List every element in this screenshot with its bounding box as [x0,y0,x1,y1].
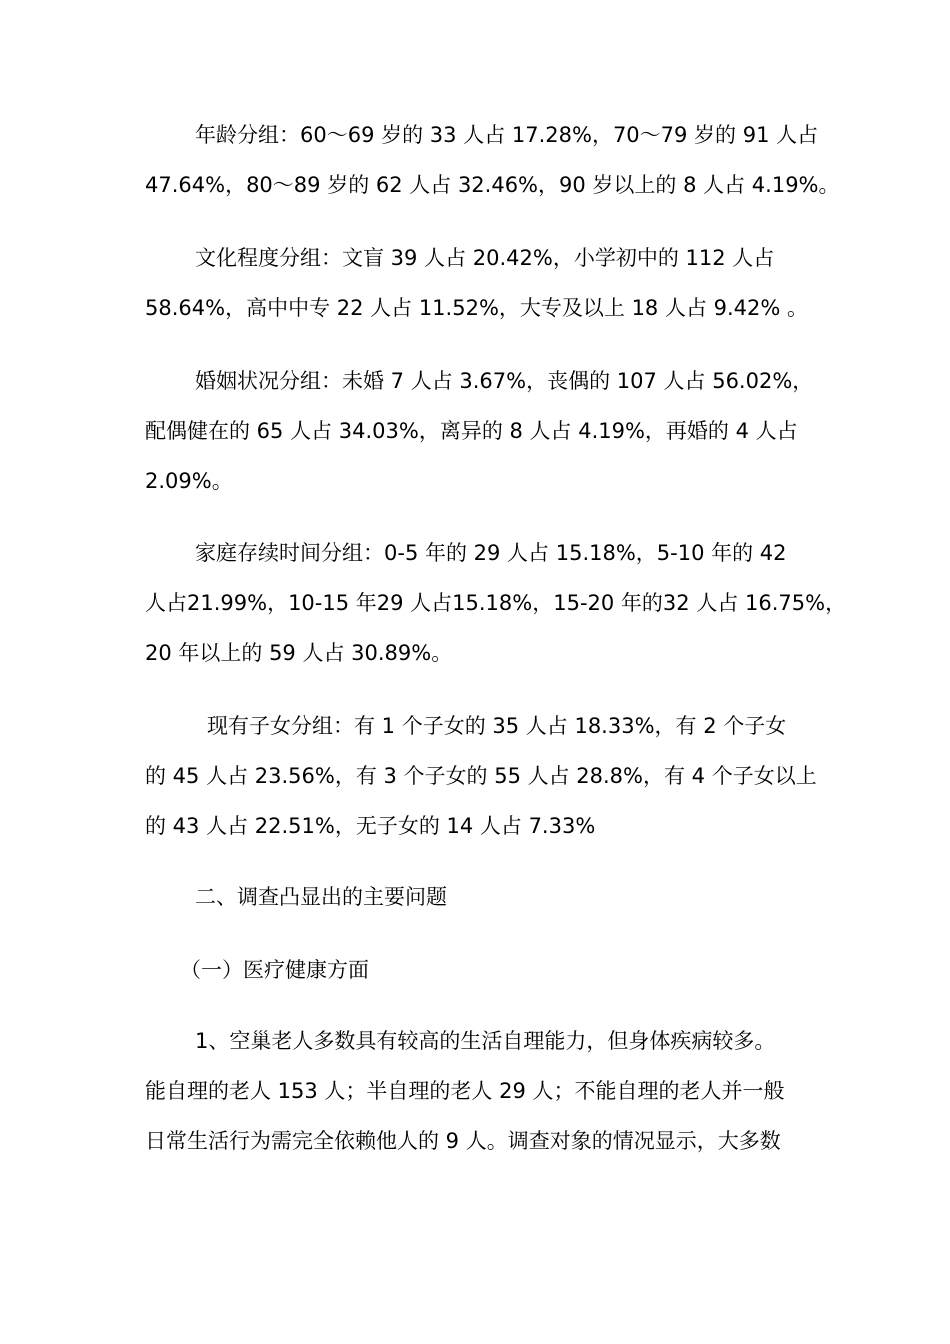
paragraph-age-line-2: 47.64%，80～89 岁的 62 人占 32.46%，90 岁以上的 8 人占 4.19%。 [145,173,840,197]
paragraph-children-line-1: 现有子女分组：有 1 个子女的 35 人占 18.33%，有 2 个子女 [207,714,787,738]
paragraph-family-duration-line-2: 人占21.99%，10-15 年29 人占15.18%，15-20 年的32 人占 16.75%， [145,591,847,615]
paragraph-age-line-1: 年龄分组：60～69 岁的 33 人占 17.28%，70～79 岁的 91 人占 [195,123,819,147]
paragraph-marriage-line-2: 配偶健在的 65 人占 34.03%，离异的 8 人占 4.19%，再婚的 4 人占 [145,419,798,443]
paragraph-children-line-2: 的 45 人占 23.56%，有 3 个子女的 55 人占 28.8%，有 4 个子女以上 [145,764,817,788]
subsection-heading-medical-health: （一）医疗健康方面 [180,958,369,982]
section-heading-main-problems: 二、调查凸显出的主要问题 [195,885,447,909]
paragraph-self-care-line-2: 能自理的老人 153 人；半自理的老人 29 人；不能自理的老人并一般 [145,1079,785,1103]
paragraph-self-care-line-1: 1、空巢老人多数具有较高的生活自理能力，但身体疾病较多。 [195,1029,776,1053]
paragraph-marriage-line-1: 婚姻状况分组：未婚 7 人占 3.67%，丧偶的 107 人占 56.02%， [195,369,814,393]
paragraph-family-duration-line-1: 家庭存续时间分组：0-5 年的 29 人占 15.18%，5-10 年的 42 [195,541,787,565]
paragraph-marriage-line-3: 2.09%。 [145,469,233,493]
paragraph-family-duration-line-3: 20 年以上的 59 人占 30.89%。 [145,641,453,665]
paragraph-self-care-line-3: 日常生活行为需完全依赖他人的 9 人。调查对象的情况显示，大多数 [145,1129,781,1153]
paragraph-education-line-2: 58.64%，高中中专 22 人占 11.52%，大专及以上 18 人占 9.42% 。 [145,296,809,320]
paragraph-children-line-3: 的 43 人占 22.51%，无子女的 14 人占 7.33% [145,814,596,838]
paragraph-education-line-1: 文化程度分组：文盲 39 人占 20.42%，小学初中的 112 人占 [195,246,775,270]
